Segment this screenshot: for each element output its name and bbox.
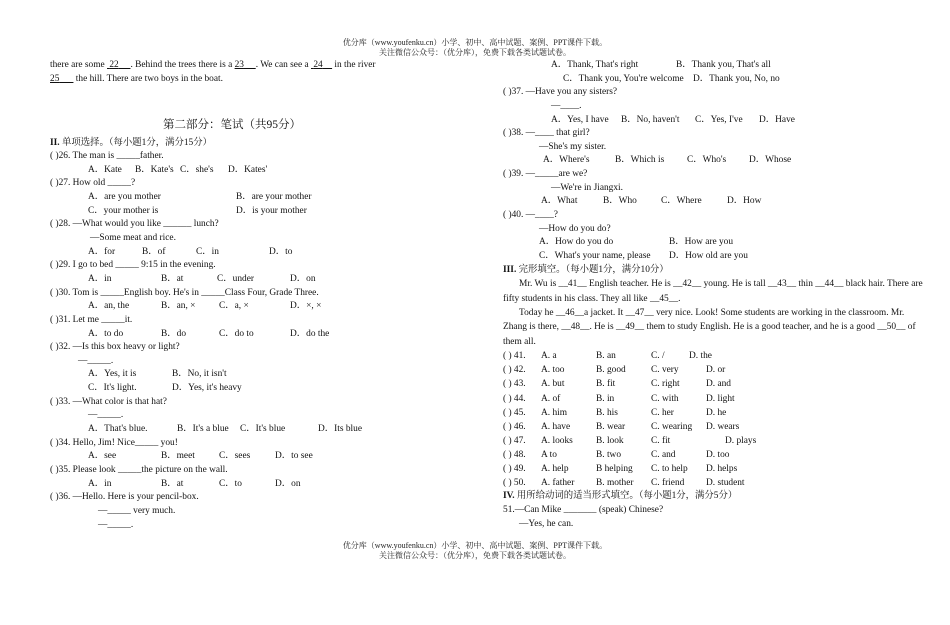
section-3-heading: III. 完形填空。（每小题1分，满分10分） [503, 264, 669, 275]
passage-continuation-line-2: 25 the hill. There are two boys in the boat. [50, 73, 223, 84]
question-36-answer-1: —_____ very much. [98, 505, 176, 516]
footer-line-2: 关注微信公众号：（优分库），免费下载各类试题试卷。 [379, 551, 571, 560]
question-37-answer: —____. [551, 100, 582, 111]
header-line-2: 关注微信公众号：（优分库），免费下载各类试题试卷。 [379, 48, 571, 57]
question-28-options: A．for B．of C．in D．to [88, 246, 293, 257]
cloze-row-48: ( ) 48. A to B. two C. and D. too [503, 449, 730, 460]
question-38-options: A．Where's B．Which is C．Who's D．Whose [543, 155, 792, 166]
question-40-answer: —How do you do? [539, 223, 611, 234]
question-35: ( )35. Please look _____the picture on the wall. [50, 464, 228, 475]
header-line-1: 优分库（www.youfenku.cn）小学、初中、高中试题、案例、PPT课件下载。 [342, 38, 608, 47]
question-40: ( )40. —____? [503, 210, 558, 221]
question-33: ( )33. —What color is that hat? [50, 396, 167, 407]
question-37-options: A．Yes, I have B．No, haven't C．Yes, I've D．Have [551, 114, 795, 125]
question-31-options: A．to do B．do C．do to D．do the [88, 328, 330, 339]
question-27-options-2: C．your mother is D．is your mother [88, 205, 307, 216]
footer-line-1: 优分库（www.youfenku.cn）小学、初中、高中试题、案例、PPT课件下载。 [342, 541, 608, 550]
question-31: ( )31. Let me _____it. [50, 314, 133, 325]
cloze-row-42: ( ) 42. A. too B. good C. very D. or [503, 365, 726, 376]
question-33-options: A．That's blue. B．It's a blue C．It's blue D．Its blue [88, 424, 363, 435]
cloze-row-46: ( ) 46. A. have B. wear C. wearing D. wears [503, 421, 740, 432]
question-28: ( )28. —What would you like ______ lunch? [50, 219, 219, 230]
cloze-row-47: ( ) 47. A. looks B. look C. fit D. plays [503, 435, 757, 446]
question-32-options-2: C．It's light. D．Yes, it's heavy [88, 383, 242, 394]
right-column [503, 59, 928, 531]
blank-25: 25 [50, 73, 60, 84]
cloze-options-list [503, 349, 928, 490]
cloze-row-41: ( ) 41. A. a B. an C. / D. the [503, 351, 712, 362]
question-30-options: A．an, the B．an, × C．a, × D．×, × [88, 301, 322, 312]
question-39-answer: —We're in Jiangxi. [551, 182, 624, 193]
cloze-passage-paragraph-1: Mr. Wu is __41__ English teacher. He is __42__ young. He is tall __43__ thin __44__ black hair. There are fifty students in his class. They all like __45__. [503, 279, 923, 304]
question-26-options: A．Kate B．Kate's C．she's D．Kates' [88, 164, 268, 175]
question-32: ( )32. —Is this box heavy or light? [50, 342, 180, 353]
question-51-answer: —Yes, he can. [519, 518, 574, 529]
question-40-options-1: A．How do you do B．How are you [539, 237, 734, 248]
cloze-row-43: ( ) 43. A. but B. fit C. right D. and [503, 379, 731, 390]
question-36-options-1: A．Thank, That's right B．Thank you, That's all [551, 60, 771, 70]
question-36: ( )36. —Hello. Here is your pencil-box. [50, 492, 199, 503]
part-two-title: 第二部分：笔试（共95分） [163, 118, 301, 131]
question-39: ( )39. —_____are we? [503, 169, 588, 180]
question-32-options-1: A．Yes, it is B．No, it isn't [88, 369, 227, 380]
question-26: ( )26. The man is _____father. [50, 151, 164, 162]
question-34: ( )34. Hello, Jim! Nice_____ you! [50, 437, 178, 448]
question-34-options: A．see B．meet C．sees D．to see [88, 451, 313, 462]
page-footer [0, 541, 950, 561]
question-35-options: A．in B．at C．to D．on [88, 478, 301, 489]
section-4-heading: IV. 用所给动词的适当形式填空。（每小题1分，满分5分） [503, 491, 738, 502]
passage-continuation-line-1: there are some 22 . Behind the trees there is a 23 . We can see a 24 in the river [50, 60, 376, 70]
question-29: ( )29. I go to bed _____ 9:15 in the evening. [50, 260, 216, 271]
question-36-answer-2: —_____. [98, 519, 134, 530]
cloze-row-45: ( ) 45. A. him B. his C. her D. he [503, 407, 727, 418]
cloze-row-50: ( ) 50. A. father B. mother C. friend D. student [503, 478, 745, 489]
question-38: ( )38. —____ that girl? [503, 128, 590, 139]
question-33-answer: —_____. [88, 410, 124, 421]
question-30: ( )30. Tom is _____English boy. He's in _____Class Four, Grade Three. [50, 287, 319, 298]
question-40-options-2: C．What's your name, please D．How old are you [539, 250, 748, 261]
left-column [50, 59, 450, 532]
question-27: ( )27. How old _____? [50, 178, 136, 189]
question-28-answer: —Some meat and rice. [90, 233, 176, 244]
question-37: ( )37. —Have you any sisters? [503, 87, 618, 98]
section-2-heading: II. 单项选择。（每小题1分，满分15分） [50, 137, 212, 148]
blank-22: 22 [109, 60, 119, 70]
question-32-answer: —_____. [78, 355, 114, 366]
question-39-options: A．What B．Who C．Where D．How [541, 196, 762, 207]
question-38-answer: —She's my sister. [539, 141, 607, 152]
cloze-row-49: ( ) 49. A. help B helping C. to help D. helps [503, 464, 738, 475]
blank-23: 23 [234, 60, 244, 70]
question-51: 51.—Can Mike _______ (speak) Chinese? [503, 504, 664, 515]
question-27-options-1: A．are you mother B．are your mother [88, 192, 312, 203]
page-header [0, 38, 950, 58]
cloze-passage-paragraph-2: Today he __46__a jacket. It __47__ very nice. Look! Some students are working in the classroom. Mr. Zhang is there, __48__. He is __49__ them to study English. He is a good teacher, and he is a good __50__ of them all. [503, 308, 916, 347]
blank-24: 24 [313, 60, 323, 70]
cloze-row-44: ( ) 44. A. of B. in C. with D. light [503, 393, 735, 404]
question-29-options: A．in B．at C．under D．on [88, 273, 316, 284]
question-36-options-2: C．Thank you, You're welcome D．Thank you, No, no [563, 73, 780, 84]
